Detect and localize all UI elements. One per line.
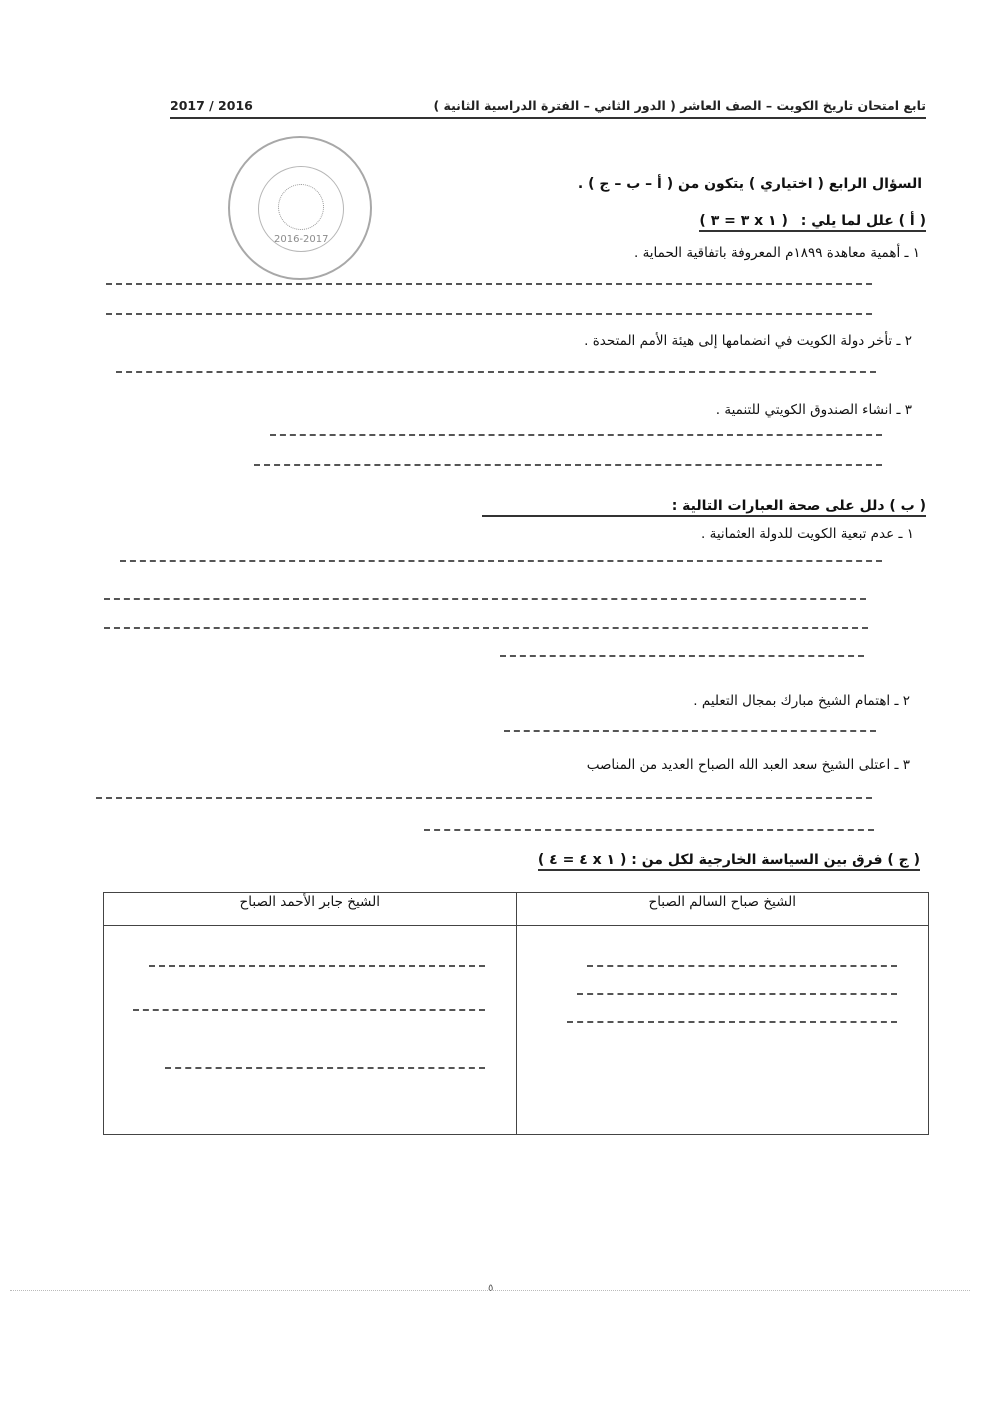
page-number: ٥: [488, 1283, 494, 1294]
answer-line[interactable]: [104, 598, 866, 600]
answer-line[interactable]: [424, 829, 874, 831]
question-title: السؤال الرابع ( اختياري ) يتكون من ( أ – ب – ج ) .: [577, 176, 922, 192]
part-a-heading: [699, 213, 926, 232]
cell-jaber: [104, 926, 517, 1135]
seal-emblem: [278, 184, 324, 230]
part-b-heading: ( ب ) دلل على صحة العبارات التالية :: [482, 498, 926, 517]
answer-line[interactable]: [577, 993, 897, 995]
answer-line[interactable]: [254, 464, 882, 466]
answer-line[interactable]: [504, 730, 876, 732]
part-a-item-1: ١ ـ أهمية معاهدة ١٨٩٩م المعروفة باتفاقية الحماية .: [633, 245, 920, 261]
cell-sabah: [516, 926, 929, 1135]
part-c-heading: [538, 852, 920, 871]
answer-line[interactable]: [587, 965, 897, 967]
answer-line[interactable]: [96, 797, 872, 799]
answer-line[interactable]: [106, 313, 872, 315]
part-a-item-2: ٢ ـ تأخر دولة الكويت في انضمامها إلى هيئة الأمم المتحدة .: [584, 333, 912, 349]
part-c-label: ( ج ) فرق بين السياسة الخارجية لكل من :: [631, 852, 920, 868]
seal-year: 2016-2017: [274, 234, 329, 245]
part-a-label: ( أ ) علل لما يلي :: [800, 213, 926, 229]
answer-line[interactable]: [104, 627, 868, 629]
col-header-jaber: الشيخ جابر الأحمد الصباح: [104, 893, 517, 926]
part-c-marks: ( ١ x ٤ = ٤ ): [537, 852, 627, 868]
header-years: 2017 / 2016: [170, 98, 253, 113]
answer-line[interactable]: [149, 965, 485, 967]
header-text: تابع امتحان تاريخ الكويت – الصف العاشر ( الدور الثاني – الفترة الدراسية الثانية ): [433, 98, 926, 113]
school-seal: [228, 136, 372, 280]
answer-line[interactable]: [116, 371, 876, 373]
part-b-item-1: ١ ـ عدم تبعية الكويت للدولة العثمانية .: [701, 526, 914, 542]
comparison-table: [103, 892, 929, 1135]
part-b-item-3: ٣ ـ اعتلى الشيخ سعد العبد الله الصباح العديد من المناصب: [586, 757, 910, 773]
answer-line[interactable]: [120, 560, 882, 562]
answer-line[interactable]: [106, 283, 872, 285]
answer-line[interactable]: [500, 655, 864, 657]
part-b-item-2: ٢ ـ اهتمام الشيخ مبارك بمجال التعليم .: [693, 693, 910, 709]
part-a-marks: ( ١ x ٣ = ٣ ): [699, 213, 788, 229]
scan-footer-noise: [10, 1290, 970, 1311]
answer-line[interactable]: [567, 1021, 897, 1023]
answer-line[interactable]: [133, 1009, 485, 1011]
part-a-item-3: ٣ ـ انشاء الصندوق الكويتي للتنمية .: [715, 402, 912, 418]
col-header-sabah: الشيخ صباح السالم الصباح: [516, 893, 929, 926]
answer-line[interactable]: [270, 434, 882, 436]
exam-header: [170, 95, 926, 119]
answer-line[interactable]: [165, 1067, 485, 1069]
